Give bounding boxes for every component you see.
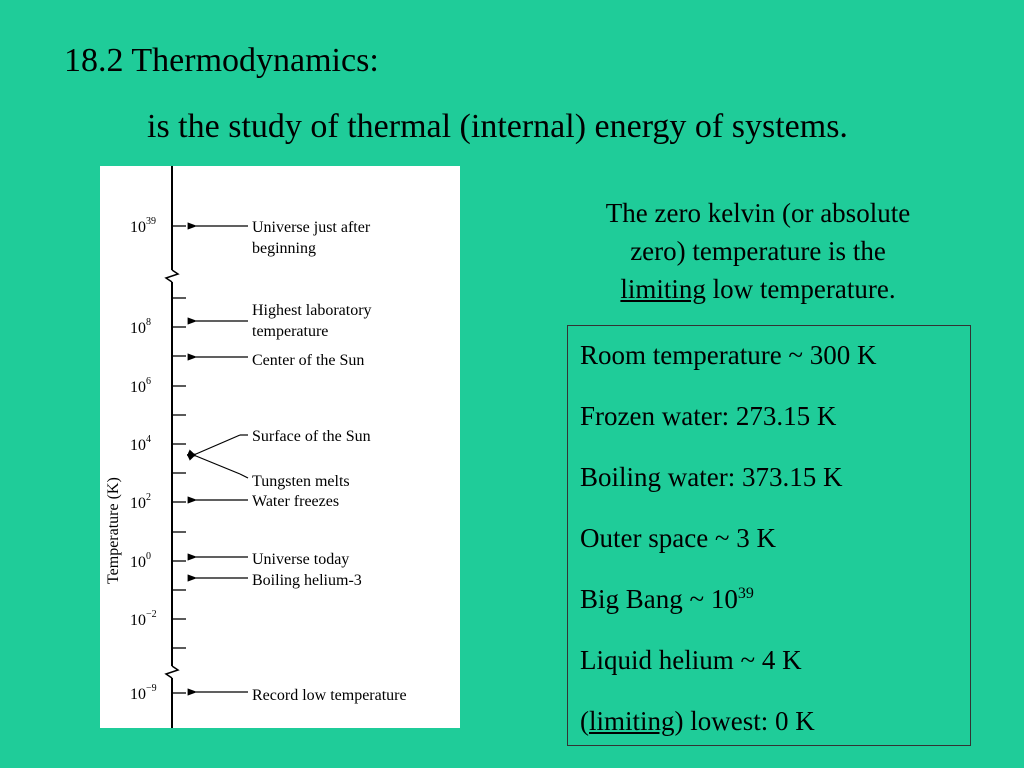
tick-label: $10^6$ [130, 376, 151, 396]
fact-big-bang-exponent: 39 [737, 585, 754, 602]
temperature-scale-figure [100, 166, 460, 728]
absolute-zero-note [548, 194, 968, 308]
tick-label: $10^8$ [130, 317, 151, 337]
annotation-arrow [196, 435, 240, 454]
annotation-label: Water freezes [252, 493, 340, 510]
annotation-label: beginning [252, 240, 316, 257]
slide-title: 18.2 Thermodynamics: [64, 42, 379, 79]
annotation-label: Center of the Sun [252, 352, 365, 369]
axis-label: Temperature (K) [105, 477, 122, 584]
annotation-connector [240, 474, 248, 478]
note-line-2: zero) temperature is the [630, 236, 886, 266]
tick-label: $10^{-2}$ [130, 609, 157, 629]
fact-underlined-word: limiting [589, 706, 675, 736]
annotation-label: temperature [252, 323, 329, 340]
fact-outer-space: Outer space ~ 3 K [580, 523, 777, 553]
annotation-label: Surface of the Sun [252, 428, 371, 445]
annotation-label: Universe today [252, 551, 350, 568]
annotation-label: Universe just after [252, 219, 371, 236]
tick-label: $10^4$ [130, 434, 151, 454]
annotation-label: Highest laboratory [252, 302, 372, 319]
note-underlined-word: limiting [620, 274, 706, 304]
note-line-3 [548, 270, 968, 308]
annotation-label: Boiling helium-3 [252, 572, 362, 589]
fact-frozen-water: Frozen water: 273.15 K [580, 401, 837, 431]
note-rest: low temperature. [705, 274, 896, 304]
annotation-label: Record low temperature [252, 687, 407, 704]
annotation-label: Tungsten melts [252, 473, 350, 490]
temperature-scale-svg [100, 166, 460, 728]
fact-boiling-water: Boiling water: 373.15 K [580, 462, 843, 492]
fact-liquid-helium: Liquid helium ~ 4 K [580, 645, 802, 675]
fact-big-bang: Big Bang ~ $10^{39}$ [580, 584, 754, 614]
axis-break-mark [166, 270, 178, 282]
tick-label: $10^2$ [130, 492, 151, 512]
note-line-1: The zero kelvin (or absolute [605, 198, 911, 228]
annotation-arrow [196, 456, 240, 474]
axis-break-mark [166, 666, 178, 678]
tick-label: $10^{-9}$ [130, 683, 157, 703]
fact-room-temperature: Room temperature ~ 300 K [580, 340, 877, 370]
slide-subtitle: is the study of thermal (internal) energy of systems. [147, 108, 848, 145]
temperature-facts-box [567, 325, 971, 746]
fact-lowest-temperature: (limiting) lowest: 0 K [580, 706, 815, 736]
tick-label: $10^0$ [130, 551, 151, 571]
tick-label: $10^{39}$ [130, 216, 156, 236]
